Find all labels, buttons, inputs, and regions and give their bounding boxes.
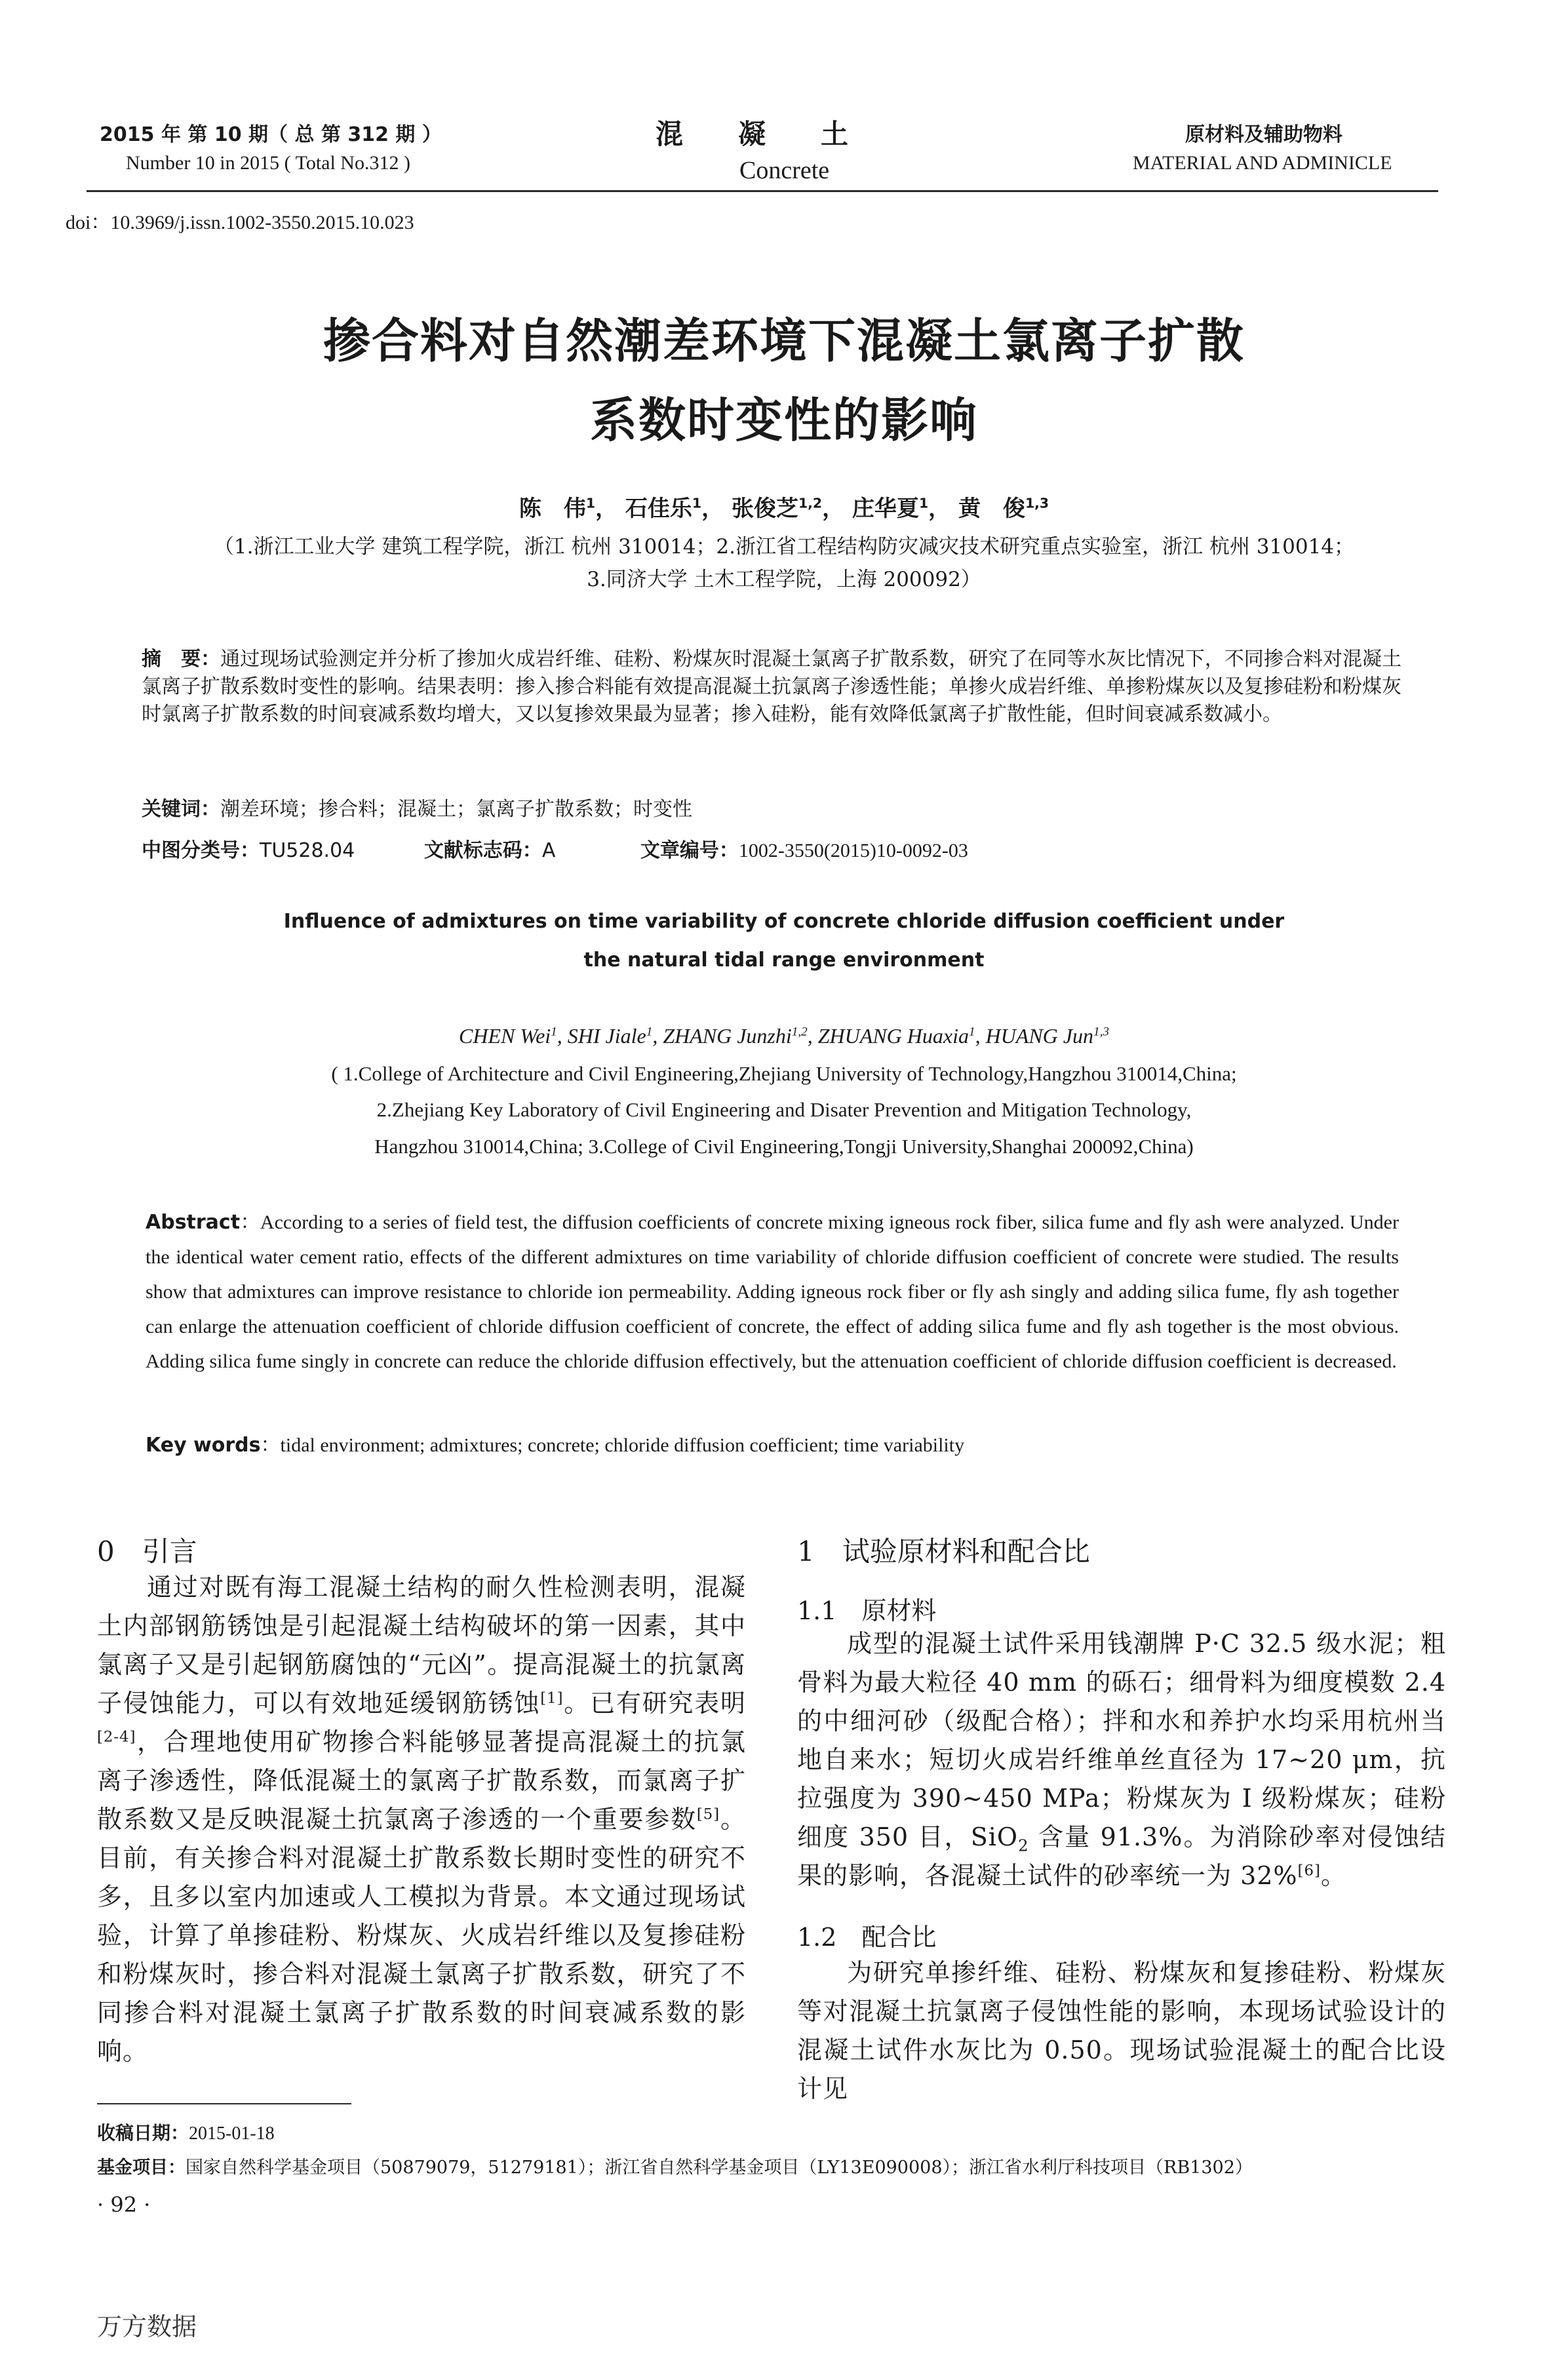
keywords-cn	[142, 796, 1401, 823]
article-number-value: 1002-3550(2015)10-0092-03	[738, 840, 968, 861]
abstract-en	[146, 1205, 1399, 1379]
doc-code-value: A	[541, 839, 556, 862]
author-cn: 庄华夏	[852, 496, 919, 522]
author-cn-sup: 1,3	[1025, 495, 1049, 511]
author-en-sup: 1,2	[791, 1025, 808, 1039]
section-0-text: 。目前，有关掺合料对混凝土扩散系数长期时变性的研究不多，且多以室内加速或人工模拟为背景。本文通过现场试验，计算了单掺硅粉、粉煤灰、火成岩纤维以及复掺硅粉和粉煤灰时，掺合料对混凝土氯离子扩散系数，研究了不同掺合料对混凝土氯离子扩散系数的时间衰减系数的影响。	[97, 1805, 746, 2066]
author-en: ZHANG Junzhi	[663, 1024, 792, 1048]
keywords-en-label: Key words	[146, 1434, 261, 1457]
abstract-cn-label: 摘 要：	[142, 648, 221, 671]
subsection-1-2-paragraph	[797, 1954, 1446, 2108]
citation: [6]	[1297, 1862, 1321, 1880]
title-cn-line1: 掺合料对自然潮差环境下混凝土氯离子扩散	[323, 313, 1245, 368]
section-0-heading: 0 引言	[97, 1535, 197, 1567]
affiliations-cn-line1: （1.浙江工业大学 建筑工程学院，浙江 杭州 310014；2.浙江省工程结构防灾减灾技术研究重点实验室，浙江 杭州 310014；	[213, 535, 1355, 559]
section-0-text: ，合理地使用矿物掺合料能够显著提高混凝土的抗氯离子渗透性，降低混凝土的氯离子扩散系数，而氯离子扩散系数又是反映混凝土抗氯离子渗透的一个重要参数	[97, 1727, 746, 1834]
keywords-en	[146, 1428, 1399, 1463]
author-cn-sup: 1,2	[798, 495, 823, 511]
received-value: 2015-01-18	[189, 2123, 275, 2144]
citation: [5]	[696, 1805, 720, 1823]
title-en-line1: Influence of admixtures on time variability of concrete chloride diffusion coefficient under	[283, 910, 1285, 933]
classification-line	[142, 834, 968, 863]
section-0-paragraph	[97, 1568, 746, 2071]
fund-project	[97, 2153, 1447, 2179]
subsection-1-1-text: 成型的混凝土试件采用钱潮牌 P·C 32.5 级水泥；粗骨料为最大粒径 40 mm 的砾石；细骨料为细度模数 2.4 的中细河砂（级配合格）；拌和水和养护水均采用杭州当地自来水；短切火成岩纤维单丝直径为 17~20 μm，抗拉强度为 390~450 MPa；粉煤灰为 I 级粉煤灰；硅粉细度 350 目，SiO	[797, 1629, 1446, 1851]
author-cn-sup: 1	[692, 495, 702, 511]
author-cn: 黄 俊	[958, 496, 1025, 522]
citation: [2-4]	[97, 1728, 136, 1746]
author-cn-sup: 1	[585, 495, 596, 511]
header-journal-cn: 混 凝 土	[656, 118, 849, 150]
author-cn: 陈 伟	[519, 496, 586, 522]
fund-label: 基金项目：	[97, 2158, 186, 2178]
affiliations-en-line1: ( 1.College of Architecture and Civil Engineering,Zhejiang University of Technology,Hangzhou 310014,China;	[331, 1062, 1237, 1085]
header-issue-en: Number 10 in 2015 ( Total No.312 )	[126, 152, 410, 174]
author-cn: 石佳乐	[625, 496, 692, 522]
footnote-rule	[97, 2103, 351, 2104]
article-number-label: 文章编号：	[640, 839, 739, 862]
author-en-sup: 1	[551, 1025, 557, 1039]
section-1-heading: 1 试验原材料和配合比	[797, 1535, 1090, 1567]
header-issue-cn: 2015 年 第 10 期（ 总 第 312 期 ）	[100, 123, 442, 146]
clc-value: TU528.04	[260, 839, 355, 862]
watermark: 万方数据	[97, 2312, 197, 2341]
doi: doi：10.3969/j.issn.1002-3550.2015.10.023	[66, 212, 414, 233]
subsection-1-1-text: 含量 91.3%。为消除砂率对侵蚀结果的影响，各混凝土试件的砂率统一为 32%	[797, 1823, 1446, 1890]
affiliations-en-line2: 2.Zhejiang Key Laboratory of Civil Engineering and Disater Prevention and Mitigation Technology,	[376, 1098, 1192, 1121]
author-en-sup: 1,3	[1093, 1025, 1109, 1039]
author-cn: 张俊芝	[731, 496, 798, 522]
authors-cn: 陈 伟$^1$， 石佳乐$^1$， 张俊芝$^{1,2}$， 庄华夏$^1$， 黄 俊$^{1,3}$	[519, 495, 1049, 522]
doc-code-label: 文献标志码：	[423, 839, 542, 862]
abstract-cn	[142, 646, 1401, 728]
header-journal-en: Concrete	[739, 157, 830, 184]
received-label: 收稿日期：	[97, 2122, 189, 2144]
section-0-text: 。已有研究表明	[563, 1689, 746, 1718]
clc-label: 中图分类号：	[142, 839, 260, 862]
title-cn-line2: 系数时变性的影响	[589, 393, 978, 448]
subsection-1-1-text: 。	[1320, 1861, 1346, 1890]
keywords-cn-label: 关键词：	[142, 798, 220, 821]
author-en: ZHUANG Huaxia	[817, 1024, 969, 1048]
subsection-1-2-text: 为研究单掺纤维、硅粉、粉煤灰和复掺硅粉、粉煤灰等对混凝土抗氯离子侵蚀性能的影响，本现场试验设计的混凝土试件水灰比为 0.50。现场试验混凝土的配合比设计见	[797, 1958, 1446, 2103]
affiliations-en-line3: Hangzhou 310014,China; 3.College of Civil Engineering,Tongji University,Shanghai 200092,China)	[374, 1135, 1194, 1158]
abstract-cn-text: 通过现场试验测定并分析了掺加火成岩纤维、硅粉、粉煤灰时混凝土氯离子扩散系数，研究了在同等水灰比情况下，不同掺合料对混凝土氯离子扩散系数时变性的影响。结果表明：掺入掺合料能有效提高混凝土抗氯离子渗透性能；单掺火成岩纤维、单掺粉煤灰以及复掺硅粉和粉煤灰时氯离子扩散系数的时间衰减系数均增大，又以复掺效果最为显著；掺入硅粉，能有效降低氯离子扩散性能，但时间衰减系数减小。	[142, 648, 1402, 726]
author-en-sup: 1	[968, 1025, 975, 1039]
author-cn-sup: 1	[918, 495, 929, 511]
page-number: · 92 ·	[97, 2192, 151, 2217]
header-rule	[87, 190, 1438, 192]
keywords-cn-text: 潮差环境；掺合料；混凝土；氯离子扩散系数；时变性	[220, 798, 692, 821]
author-en: HUANG Jun	[985, 1024, 1093, 1048]
citation: [1]	[540, 1689, 564, 1707]
affiliations-cn-line2: 3.同济大学 土木工程学院，上海 200092）	[587, 568, 981, 591]
author-en: CHEN Wei	[459, 1024, 551, 1048]
abstract-en-text: ：According to a series of field test, the diffusion coefficients of concrete mixing igneous rock fiber, silica fume and fly ash were analyzed. Under the identical water cement ratio, effects of the different admixtures on time variability of chloride diffusion coefficient of concrete were studied. The results show that admixtures can improve resistance to chloride ion permeability. Adding igneous rock fiber or fly ash singly and adding silica fume, fly ash together can enlarge the attenuation coefficient of chloride diffusion coefficient of concrete, the effect of adding silica fume and fly ash together is the most obvious. Adding silica fume singly in concrete can reduce the chloride diffusion effectively, but the attenuation coefficient of chloride diffusion coefficient is decreased.	[146, 1212, 1399, 1372]
abstract-en-label: Abstract	[146, 1211, 241, 1234]
keywords-en-text: ：tidal environment; admixtures; concrete; chloride diffusion coefficient; time variability	[260, 1434, 965, 1456]
fund-value: 国家自然科学基金项目（50879079，51279181）；浙江省自然科学基金项目（LY13E090008）；浙江省水利厅科技项目（RB1302）	[186, 2158, 1253, 2178]
title-en-line2: the natural tidal range environment	[583, 949, 985, 972]
author-en: SHI Jiale	[567, 1024, 646, 1048]
subsection-1-1-paragraph	[797, 1625, 1446, 1895]
received-date	[97, 2119, 275, 2145]
header-section-en: MATERIAL AND ADMINICLE	[1133, 152, 1392, 174]
subsection-1-1-heading: 1.1 原材料	[797, 1596, 937, 1625]
author-en-sup: 1	[646, 1025, 653, 1039]
authors-en: CHEN Wei$^1$, SHI Jiale$^1$, ZHANG Junzhi$^{1,2}$, ZHUANG Huaxia$^1$, HUANG Jun$^{1,3}$	[459, 1024, 1109, 1048]
header-section-cn: 原材料及辅助物料	[1185, 123, 1343, 146]
subsection-1-2-heading: 1.2 配合比	[797, 1923, 937, 1952]
section-0-text: 通过对既有海工混凝土结构的耐久性检测表明，混凝土内部钢筋锈蚀是引起混凝土结构破坏的第一因素，其中氯离子又是引起钢筋腐蚀的“元凶”。提高混凝土的抗氯离子侵蚀能力，可以有效地延缓钢筋锈蚀	[97, 1573, 746, 1718]
subscript: 2	[1018, 1836, 1029, 1855]
